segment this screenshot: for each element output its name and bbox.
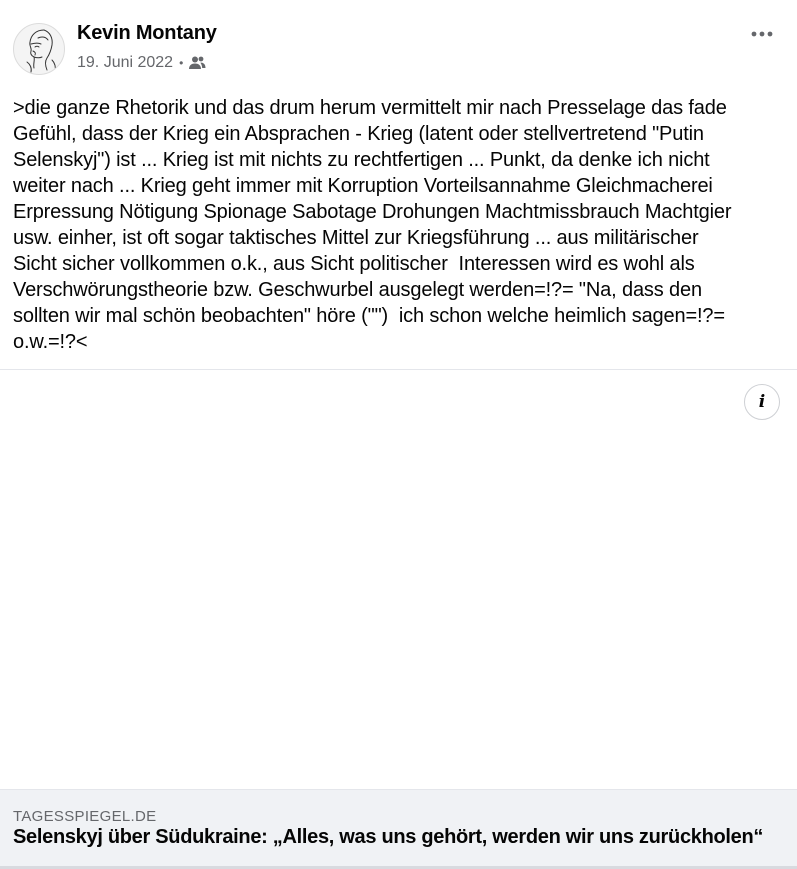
avatar-sketch-icon	[14, 24, 65, 75]
post-text: >die ganze Rhetorik und das drum herum vermittelt mir nach Presselage das fade Gefühl, dass der Krieg ein Absprachen - Krieg (latent oder stellvertretend "Putin Selenskyj") ist ... Krieg ist mit nichts zu rechtfertigen ... Punkt, da denke ich nicht weiter nach ... Krieg geht immer mit Korruption Vorteilsannahme Gleichmacherei Erpressung Nötigung Spionage Sabotage Drohungen Machtmissbrauch Machtgier usw. einher, ist oft sogar taktisches Mittel zur Kriegsführung ... aus militärischer Sicht sicher vollkommen o.k., aus Sicht politischer Interessen wird es wohl als Verschwörungstheorie bzw. Geschwurbel ausgelegt werden=!?= "Na, dass den sollten wir mal schön beobachten" höre ("") ich schon welche heimlich sagen=!?= o.w.=!?<	[13, 97, 732, 353]
link-domain: TAGESSPIEGEL.DE	[13, 808, 157, 825]
friends-icon[interactable]	[188, 55, 206, 71]
post-date[interactable]: 19. Juni 2022	[77, 54, 174, 71]
info-button[interactable]	[744, 384, 780, 420]
author-name[interactable]: Kevin Montany	[77, 22, 217, 44]
link-title[interactable]: Selenskyj über Südukraine: „Alles, was uns gehört, werden wir uns zurückholen“	[13, 826, 764, 848]
link-preview-card[interactable]	[0, 789, 797, 866]
post-header	[0, 0, 797, 90]
post-meta	[77, 53, 206, 73]
info-icon: i	[758, 391, 766, 412]
avatar[interactable]	[13, 23, 65, 75]
meta-separator: •	[179, 56, 184, 70]
more-dots-icon[interactable]	[744, 20, 780, 48]
media-placeholder[interactable]	[0, 370, 797, 789]
